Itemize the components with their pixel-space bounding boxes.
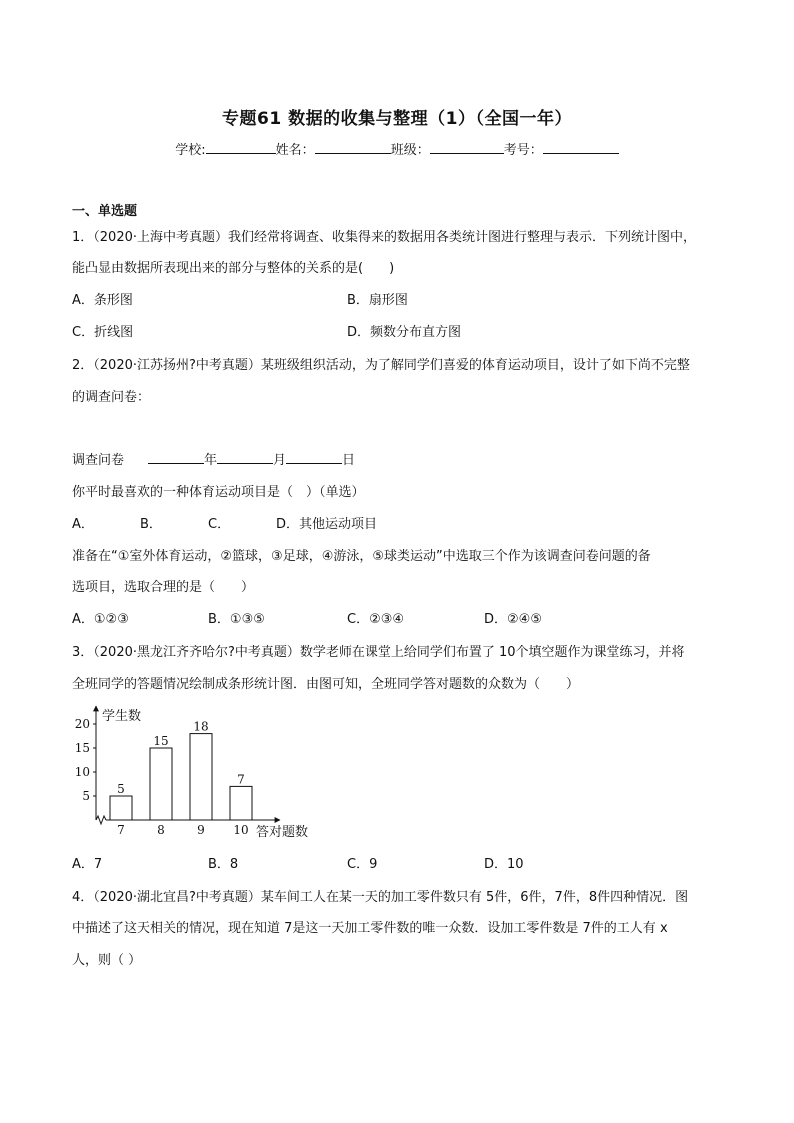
y-tick-label: 10 [74, 765, 90, 779]
survey-option-b[interactable]: B． [140, 517, 162, 532]
q3-option-c[interactable]: C．9 [347, 857, 378, 872]
q2-stem-line2: 的调查问卷： [72, 390, 151, 405]
bar-7 [110, 796, 132, 820]
q4-stem-line2: 中描述了这天相关的情况，现在知道 7是这一天加工零件数的唯一众数．设加工零件数是 7件的工人有 x [72, 921, 668, 936]
survey-month-blank[interactable] [217, 451, 273, 464]
survey-year-label: 年 [204, 453, 218, 468]
survey-day-label: 日 [342, 453, 356, 468]
q2-option-c[interactable]: C．②③④ [347, 612, 405, 627]
bar-value-label: 5 [117, 782, 125, 796]
bar-value-label: 18 [193, 719, 209, 734]
x-tick-label: 9 [197, 823, 205, 837]
section-heading: 一、单选题 [72, 204, 138, 219]
survey-option-c[interactable]: C． [208, 517, 231, 532]
bar-chart-svg [68, 702, 328, 842]
q2-option-b[interactable]: B．①③⑤ [208, 612, 265, 627]
q3-option-d[interactable]: D．10 [484, 857, 524, 872]
q2-prep-line2: 选项目，选取合理的是（ ） [72, 580, 255, 595]
q1-option-a[interactable]: A．条形图 [72, 293, 133, 308]
q2-option-a[interactable]: A．①②③ [72, 612, 129, 627]
x-axis-break [96, 816, 106, 824]
bar-chart [68, 702, 328, 842]
q4-stem-line1: 4．（2020·湖北宜昌?中考真题）某车间工人在某一天的加工零件数只有 5件，6件，7件，8件四种情况．图 [72, 890, 689, 905]
y-tick-label: 20 [74, 717, 90, 731]
bar-value-label: 7 [237, 772, 245, 787]
bar-value-label: 15 [153, 734, 169, 748]
y-tick-label: 5 [82, 789, 90, 803]
bar-9 [190, 734, 212, 820]
q2-stem-line1: 2．（2020·江苏扬州?中考真题）某班级组织活动，为了解同学们喜爱的体育运动项目，设计了如下尚不完整 [72, 358, 690, 373]
q1-stem-line2: 能凸显由数据所表现出来的部分与整体的关系的是( ) [72, 261, 395, 276]
q1-option-b[interactable]: B．扇形图 [347, 293, 408, 308]
x-tick-label: 10 [233, 823, 249, 837]
exam-no-blank[interactable] [543, 141, 619, 154]
y-ticks [75, 717, 96, 803]
student-info-line [0, 139, 794, 158]
x-axis-title: 答对题数 [256, 825, 309, 840]
q1-option-d[interactable]: D．频数分布直方图 [347, 325, 462, 340]
survey-option-a[interactable]: A． [72, 517, 94, 532]
class-blank[interactable] [430, 141, 504, 154]
q3-option-a[interactable]: A．7 [72, 857, 103, 872]
x-tick-label: 7 [117, 823, 125, 837]
q2-prep-line1: 准备在“①室外体育运动，②篮球，③足球，④游泳，⑤球类运动”中选取三个作为该调查问卷问题的备 [72, 549, 651, 564]
q4-stem-line3: 人，则（ ） [72, 953, 142, 968]
q3-option-b[interactable]: B．8 [208, 857, 239, 872]
q2-option-d[interactable]: D．②④⑤ [484, 612, 542, 627]
q1-stem-line1: 1．（2020·上海中考真题）我们经常将调查、收集得来的数据用各类统计图进行整理与表示．下列统计图中， [72, 230, 696, 245]
survey-label: 调查问卷 [72, 453, 125, 468]
school-blank[interactable] [206, 141, 276, 154]
class-label: 班级： [390, 143, 430, 158]
x-tick-label: 8 [157, 823, 165, 837]
survey-day-blank[interactable] [286, 451, 342, 464]
survey-question: 你平时最喜欢的一种体育运动项目是（ ）（单选） [72, 485, 365, 500]
q3-stem-line1: 3．（2020·黑龙江齐齐哈尔?中考真题）数学老师在课堂上给同学们布置了 10个填空题作为课堂练习，并将 [72, 645, 685, 660]
survey-month-label: 月 [273, 453, 287, 468]
survey-header [72, 451, 355, 471]
exam-no-label: 考号： [503, 143, 543, 158]
q1-option-c[interactable]: C．折线图 [72, 325, 134, 340]
bars [110, 720, 252, 837]
page-title: 专题61 数据的收集与整理（1）（全国一年） [222, 109, 572, 129]
y-axis-title: 学生数 [102, 709, 142, 724]
bar-8 [150, 748, 172, 820]
survey-year-blank[interactable] [148, 451, 204, 464]
school-label: 学校: [175, 143, 206, 158]
survey-option-d[interactable]: D．其他运动项目 [276, 517, 378, 532]
name-label: 姓名： [275, 143, 315, 158]
name-blank[interactable] [315, 141, 391, 154]
bar-10 [230, 786, 252, 820]
q3-stem-line2: 全班同学的答题情况绘制成条形统计图．由图可知，全班同学答对题数的众数为（ ） [72, 677, 580, 692]
y-tick-label: 15 [74, 741, 90, 755]
